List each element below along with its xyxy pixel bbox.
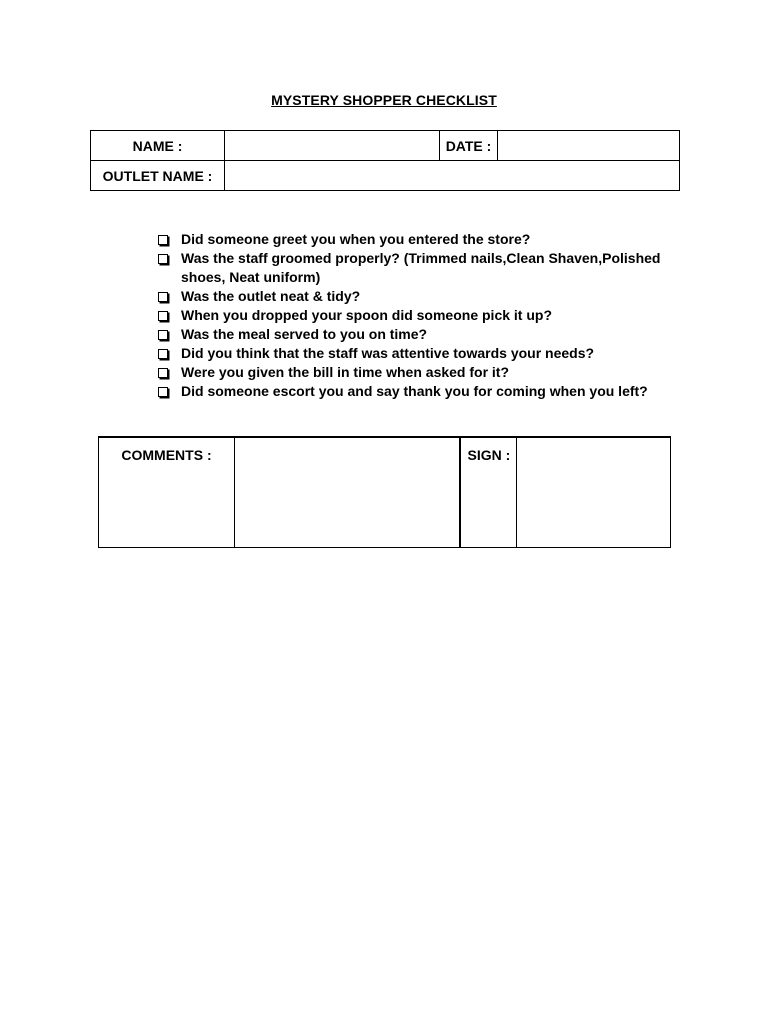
checkbox-icon[interactable] [158,330,168,340]
comments-label: COMMENTS : [121,447,212,463]
checkbox-icon[interactable] [158,387,168,397]
checkbox-icon[interactable] [158,349,168,359]
comments-sign-row [99,437,671,548]
checkbox-icon[interactable] [158,311,168,321]
checklist-item-text: Were you given the bill in time when asked for it? [181,364,510,380]
checklist-item [158,306,678,325]
checklist-item-text: Was the meal served to you on time? [181,326,428,342]
checklist-item [158,344,678,363]
checklist-item-text: Did you think that the staff was attentive towards your needs? [181,345,595,361]
checklist-item [158,382,678,401]
sign-label-cell [460,437,517,548]
comments-label-cell [99,437,235,548]
checkbox-icon[interactable] [158,368,168,378]
checklist [158,230,678,401]
checklist-item [158,230,678,249]
comments-field[interactable] [235,437,460,548]
checklist-item [158,287,678,306]
outlet-name-label: OUTLET NAME : [91,161,225,191]
shopper-info-table [90,130,680,191]
name-field[interactable] [225,131,440,161]
checkbox-icon[interactable] [158,292,168,302]
sign-field[interactable] [517,437,671,548]
date-label: DATE : [440,131,498,161]
outlet-name-field[interactable] [225,161,680,191]
checklist-item-text: Was the staff groomed properly? (Trimmed nails,Clean Shaven,Polished shoes, Neat uniform) [181,250,661,285]
comments-sign-table [98,436,671,548]
name-date-row [91,131,680,161]
checklist-item [158,249,678,287]
checklist-item [158,325,678,344]
checkbox-icon[interactable] [158,235,168,245]
sign-label: SIGN : [467,447,511,463]
checklist-item-text: Was the outlet neat & tidy? [181,288,361,304]
outlet-row [91,161,680,191]
checklist-item-text: Did someone escort you and say thank you for coming when you left? [181,383,648,399]
date-field[interactable] [498,131,680,161]
page-title: MYSTERY SHOPPER CHECKLIST [271,92,497,108]
checklist-item-text: When you dropped your spoon did someone pick it up? [181,307,552,323]
name-label: NAME : [91,131,225,161]
checklist-item-text: Did someone greet you when you entered the store? [181,231,531,247]
checkbox-icon[interactable] [158,254,168,264]
checklist-item [158,363,678,382]
